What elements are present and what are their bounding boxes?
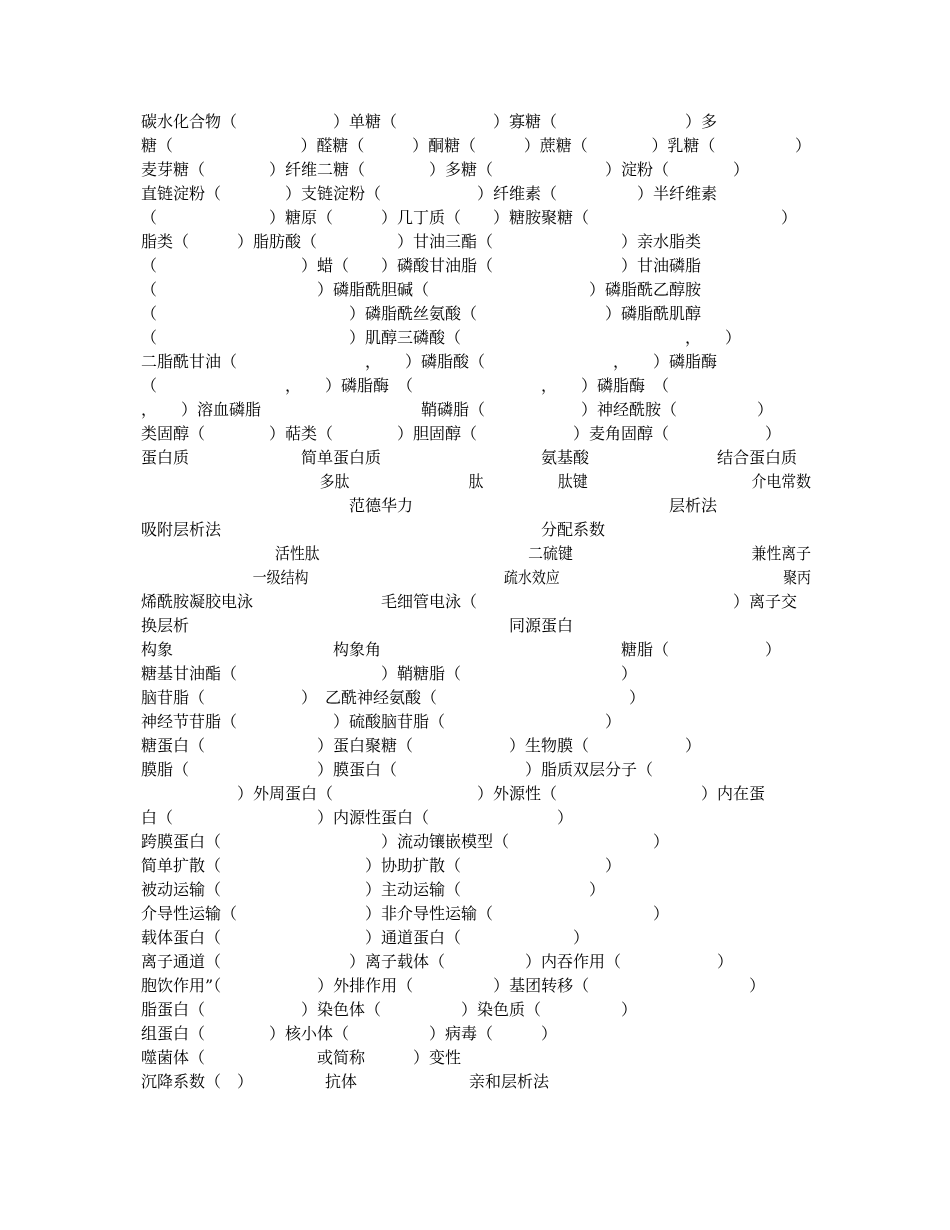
text-fragment: 蛋白质 简单蛋白质 氨基酸 结合蛋白质 bbox=[141, 448, 798, 467]
text-line bbox=[141, 400, 811, 424]
text-line bbox=[141, 592, 811, 616]
text-fragment: 胞饮作用”（ ）外排作用（ ）基团转移（ ） bbox=[141, 976, 766, 995]
text-fragment: 糖蛋白（ ）蛋白聚糖（ ）生物膜（ ） bbox=[141, 736, 702, 755]
text-line bbox=[141, 880, 811, 904]
text-line bbox=[141, 688, 811, 712]
text-fragment: 糖（ ）醛糖（ ）酮糖（ ）蔗糖（ ）乳糖（ ） bbox=[141, 136, 811, 155]
text-fragment: ， ）溶血磷脂 鞘磷脂（ ）神经酰胺（ ） bbox=[141, 400, 774, 419]
text-fragment: 简单扩散（ ）协助扩散（ ） bbox=[141, 856, 622, 875]
text-fragment: 吸附层析法 分配系数 bbox=[141, 520, 606, 539]
text-fragment: 脂蛋白（ ）染色体（ ）染色质（ ） bbox=[141, 1000, 638, 1019]
text-line bbox=[141, 520, 811, 544]
text-line bbox=[141, 544, 811, 568]
text-fragment: 跨膜蛋白（ ）流动镶嵌模型（ ） bbox=[141, 832, 670, 851]
text-fragment: （ ）肌醇三磷酸（ ， ） bbox=[141, 328, 742, 347]
text-fragment: 麦芽糖（ ）纤维二糖（ ）多糖（ ）淀粉（ ） bbox=[141, 160, 750, 179]
text-fragment: 直链淀粉（ ）支链淀粉（ ）纤维素（ ）半纤维素 bbox=[141, 184, 718, 203]
text-line bbox=[141, 1048, 811, 1072]
text-line bbox=[141, 976, 811, 1000]
text-fragment: 糖基甘油酯（ ）鞘糖脂（ ） bbox=[141, 664, 638, 683]
text-fragment: （ ， ）磷脂酶 （ ， ）磷脂酶 （ bbox=[141, 376, 670, 395]
text-fragment: 组蛋白（ ）核小体（ ）病毒（ ） bbox=[141, 1024, 558, 1043]
text-line bbox=[141, 616, 811, 640]
text-line bbox=[141, 712, 811, 736]
text-line bbox=[141, 184, 811, 208]
text-fragment: 构象 构象角 糖脂（ ） bbox=[141, 640, 782, 659]
text-fragment: 活性肽 二硫键 兼性离子 bbox=[141, 544, 812, 563]
text-fragment: 白（ ）内源性蛋白（ ） bbox=[141, 808, 574, 827]
text-line bbox=[141, 1024, 811, 1048]
text-line bbox=[141, 112, 811, 136]
text-line bbox=[141, 928, 811, 952]
text-fragment: ）外周蛋白（ ）外源性（ ）内在蛋 bbox=[141, 784, 766, 803]
text-fragment: 一级结构 疏水效应 聚丙 bbox=[141, 568, 812, 587]
text-line bbox=[141, 136, 811, 160]
text-line bbox=[141, 904, 811, 928]
text-line bbox=[141, 328, 811, 352]
text-line bbox=[141, 472, 811, 496]
text-line bbox=[141, 640, 811, 664]
text-fragment: （ ）蜡（ ）磷酸甘油脂（ ）甘油磷脂 bbox=[141, 256, 702, 275]
text-line bbox=[141, 160, 811, 184]
text-fragment: 类固醇（ ）萜类（ ）胆固醇（ ）麦角固醇（ ） bbox=[141, 424, 782, 443]
text-fragment: 碳水化合物（ ）单糖（ ）寡糖（ ）多 bbox=[141, 112, 718, 131]
text-line bbox=[141, 256, 811, 280]
text-line bbox=[141, 208, 811, 232]
text-fragment: 介导性运输（ ）非介导性运输（ ） bbox=[141, 904, 670, 923]
text-line bbox=[141, 1000, 811, 1024]
text-fragment: 噬菌体（ 或简称 ）变性 bbox=[141, 1048, 462, 1067]
text-line bbox=[141, 304, 811, 328]
text-fragment: 二脂酰甘油（ ， ）磷脂酸（ ， ）磷脂酶 bbox=[141, 352, 718, 371]
text-fragment: （ ）糖原（ ）几丁质（ ）糖胺聚糖（ ） bbox=[141, 208, 798, 227]
text-fragment: （ ）磷脂酰丝氨酸（ ）磷脂酰肌醇 bbox=[141, 304, 702, 323]
text-line bbox=[141, 280, 811, 304]
text-fragment: 脂类（ ）脂肪酸（ ）甘油三酯（ ）亲水脂类 bbox=[141, 232, 702, 251]
text-line bbox=[141, 496, 811, 520]
text-line bbox=[141, 832, 811, 856]
text-line bbox=[141, 448, 811, 472]
text-fragment: 换层析 同源蛋白 bbox=[141, 616, 574, 635]
text-fragment: 载体蛋白（ ）通道蛋白（ ） bbox=[141, 928, 590, 947]
text-line bbox=[141, 952, 811, 976]
text-line bbox=[141, 232, 811, 256]
text-line bbox=[141, 424, 811, 448]
text-line bbox=[141, 760, 811, 784]
text-line bbox=[141, 736, 811, 760]
text-fragment: 脑苷脂（ ） 乙酰神经氨酸（ ） bbox=[141, 688, 646, 707]
text-fragment: 范德华力 层析法 bbox=[141, 496, 718, 515]
text-line bbox=[141, 568, 811, 592]
text-line bbox=[141, 1072, 811, 1096]
text-fragment: （ ）磷脂酰胆碱（ ）磷脂酰乙醇胺 bbox=[141, 280, 702, 299]
text-fragment: 膜脂（ ）膜蛋白（ ）脂质双层分子（ bbox=[141, 760, 654, 779]
text-line bbox=[141, 352, 811, 376]
text-fragment: 烯酰胺凝胶电泳 毛细管电泳（ ）离子交 bbox=[141, 592, 798, 611]
text-line bbox=[141, 784, 811, 808]
text-fragment: 被动运输（ ）主动运输（ ） bbox=[141, 880, 606, 899]
text-line bbox=[141, 808, 811, 832]
text-fragment: 沉降系数（ ） 抗体 亲和层析法 bbox=[141, 1072, 550, 1091]
text-fragment: 神经节苷脂（ ）硫酸脑苷脂（ ） bbox=[141, 712, 622, 731]
text-line bbox=[141, 856, 811, 880]
text-fragment: 多肽 肽 肽键 介电常数 bbox=[141, 472, 812, 491]
text-line bbox=[141, 664, 811, 688]
text-fragment: 离子通道（ ）离子载体（ ）内吞作用（ ） bbox=[141, 952, 734, 971]
text-line bbox=[141, 376, 811, 400]
